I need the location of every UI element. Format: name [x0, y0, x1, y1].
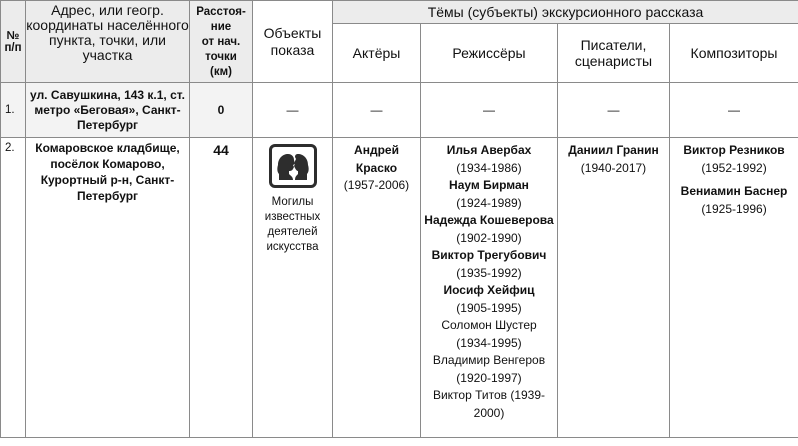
header-objects [253, 1, 333, 83]
person-entry [670, 142, 798, 177]
person-years: (1934-1995) [456, 335, 522, 350]
table-row [1, 138, 798, 438]
row2-objects-cell [253, 138, 333, 438]
person-years: (1935-1992) [456, 265, 522, 280]
row1-actors: — [333, 83, 421, 138]
person-entry [421, 142, 557, 177]
row1-objects: — [253, 83, 333, 138]
header-themes-label: Тёмы (субъекты) экскурсионного рассказа [427, 4, 704, 20]
person-name: Виктор Трегубович [431, 248, 547, 262]
row1-composers: — [670, 83, 798, 138]
person-entry [421, 352, 557, 387]
person-entry [421, 247, 557, 282]
header-distance-label: Расстоя- ние от нач. точки (км) [196, 6, 246, 78]
row2-composers-cell [670, 138, 798, 438]
header-no [1, 1, 26, 83]
person-years: (1940-2017) [580, 160, 647, 175]
row2-writers-cell [558, 138, 670, 438]
person-name: Виктор Резников [683, 143, 785, 157]
person-name: Надежда Кошеверова [424, 213, 554, 227]
row1-no: 1. [1, 83, 26, 138]
person-years: (1920-1997) [456, 370, 522, 385]
person-years: (1902-1990) [456, 230, 522, 245]
silhouettes-icon [269, 144, 317, 188]
person-entry [421, 212, 557, 247]
person-name: Владимир Венгеров [432, 353, 546, 367]
row1-writers: — [558, 83, 670, 138]
header-composers-label: Композиторы [690, 45, 778, 61]
person-name: Даниил Гранин [568, 143, 659, 157]
row1-distance: 0 [190, 83, 253, 138]
person-name: Андрей Краско [354, 143, 399, 175]
person-entry [421, 387, 557, 422]
header-no-label: № п/п [4, 29, 22, 54]
person-years: (1924-1989) [456, 195, 522, 210]
composers-list [670, 142, 798, 218]
row2-objects: Могилы известных деятелей искусства [264, 196, 321, 253]
header-directors [421, 24, 558, 83]
person-name: Вениамин Баснер [680, 184, 788, 198]
header-address [26, 1, 190, 83]
person-entry [670, 183, 798, 218]
person-name: Илья Авербах [446, 143, 532, 157]
person-years: (1957-2006) [343, 178, 410, 192]
header-writers-label: Писатели, сценаристы [574, 37, 653, 69]
row2-actors-cell [333, 138, 421, 438]
person-name: Соломон Шустер [441, 318, 537, 332]
row1-directors: — [421, 83, 558, 138]
writers-list [558, 142, 669, 177]
row2-no: 2. [1, 138, 26, 438]
header-writers [558, 24, 670, 83]
row2-directors-cell [421, 138, 558, 438]
person-entry [421, 317, 557, 352]
header-composers [670, 24, 798, 83]
person-years: (1952-1992) [701, 160, 767, 175]
header-distance [190, 1, 253, 83]
person-entry [333, 142, 420, 195]
person-years: (1925-1996) [701, 201, 767, 216]
person-entry [421, 282, 557, 317]
row2-distance: 44 [190, 138, 253, 438]
header-actors-label: Актёры [352, 45, 401, 61]
header-address-label: Адрес, или геогр. координаты населённого пункта, точки, или участка [26, 2, 189, 63]
person-name: Наум Бирман [449, 178, 529, 192]
table-row [1, 83, 798, 138]
header-actors [333, 24, 421, 83]
row1-address: ул. Савушкина, 143 к.1, ст. метро «Беговая», Санкт-Петербург [26, 83, 190, 138]
person-entry [421, 177, 557, 212]
person-entry [558, 142, 669, 177]
person-years: (1905-1995) [456, 300, 522, 315]
row2-address: Комаровское кладбище, посёлок Комарово, Курортный р-н, Санкт-Петербург [26, 138, 190, 438]
actors-list [333, 142, 420, 195]
directors-list [421, 142, 557, 422]
person-years: (1934-1986) [456, 160, 522, 175]
person-name: Иосиф Хейфиц [443, 283, 535, 297]
header-objects-label: Объекты показа [263, 24, 322, 58]
header-themes [333, 1, 798, 24]
header-directors-label: Режиссёры [452, 45, 526, 61]
person-name: Виктор Титов (1939-2000) [432, 388, 546, 420]
